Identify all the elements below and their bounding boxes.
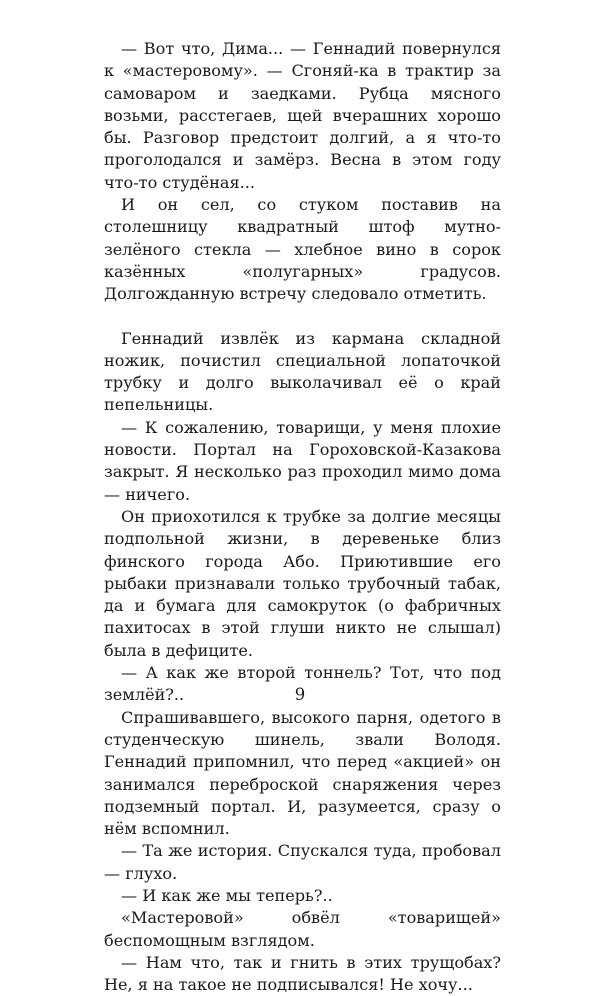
section-break — [104, 306, 501, 328]
book-page-body — [104, 38, 501, 996]
page-number: 9 — [294, 685, 306, 704]
paragraph: И он сел, со стуком поставив на столешницу квадратный штоф мутно-зелёного стекла — хлебное вино в сорок казённых «полугарных» градусов. Долгожданную встречу следовало отметить. — [104, 195, 501, 304]
paragraph: Геннадий извлёк из кармана складной ножик, почистил специальной лопаточкой трубку и долго выколачивал её о край пепельницы. — [104, 328, 501, 415]
paragraph: — И как же мы теперь?.. — [121, 885, 333, 905]
paragraph: — Вот что, Дима... — Геннадий повернулся к «мастеровому». — Сгоняй-ка в трактир за самоваром и заедками. Рубца мясного возьми, расстегаев, щей вчерашних хорошо бы. Разговор предстоит долгий, а я что-то проголодался и замёрз. Весна в этом году что-то студёная... — [104, 39, 501, 192]
paragraph: — Нам что, так и гнить в этих трущобах? Не, я на такое не подписывался! Не хочу... — [104, 952, 501, 995]
paragraph: Он приохотился к трубке за долгие месяцы подпольной жизни, в деревеньке близ финского города Або. Приютившие его рыбаки признавали только трубочный табак, да и бумага для самокруток (о фабричных пахитосах в этой глуши никто не слышал) была в дефиците. — [104, 506, 501, 660]
paragraph: — Та же история. Спускался туда, пробовал — глухо. — [104, 841, 501, 883]
paragraph: Спрашивавшего, высокого парня, одетого в студенческую шинель, звали Володя. Геннадий припомнил, что перед «акцией» он занимался переброской снаряжения через подземный портал. И, разумеется, сразу о нём вспомнил. — [104, 707, 501, 839]
paragraph: — К сожалению, товарищи, у меня плохие новости. Портал на Гороховской-Казакова закрыт. Я несколько раз проходил мимо дома — ничего. — [104, 417, 501, 504]
paragraph: «Мастеровой» обвёл «товарищей» беспомощным взглядом. — [104, 908, 501, 950]
paragraph: — А как же второй тоннель? Тот, что под землёй?.. — [104, 663, 501, 705]
